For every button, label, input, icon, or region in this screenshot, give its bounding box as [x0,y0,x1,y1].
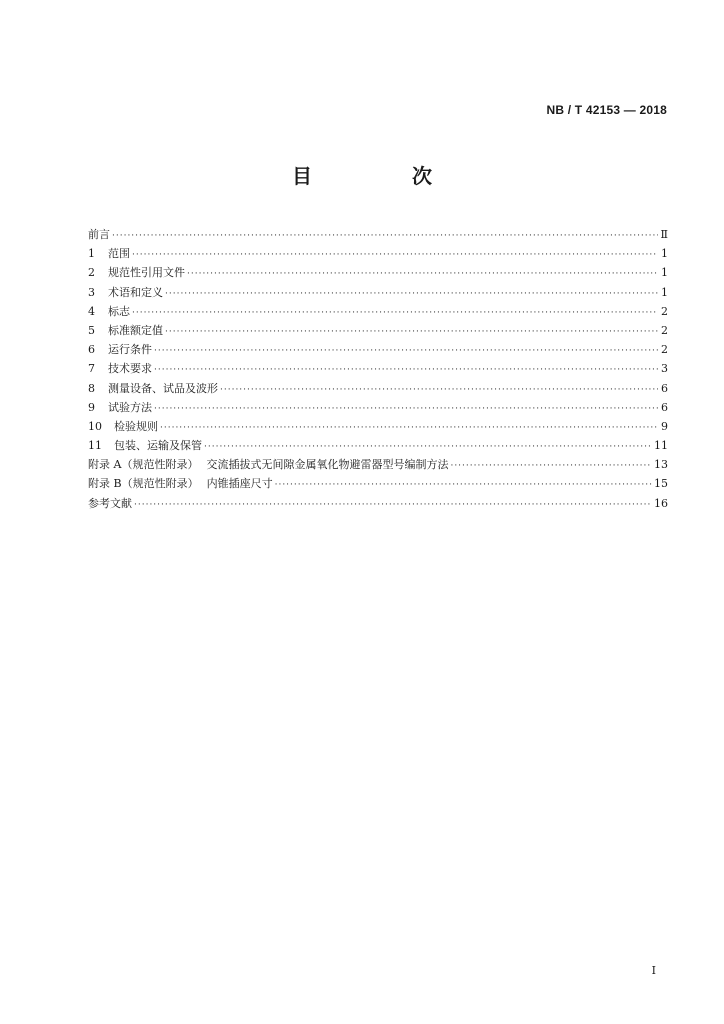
toc-leader-dots [160,419,658,438]
toc-entry-number: 附录 B（规范性附录） [88,477,199,491]
toc-entry-page: 1 [661,247,668,261]
toc-entry-2[interactable] [88,263,668,282]
toc-entry-number: 附录 A（规范性附录） [88,458,199,472]
toc-leader-dots [165,323,658,342]
toc-leader-dots [132,304,658,323]
page-title: 目 次 [292,164,472,188]
toc-entry-label: 检验规则 [114,419,158,433]
toc-entry-number: 11 [88,439,102,453]
page-number: I [651,964,656,977]
toc-entry-page: 6 [661,381,668,395]
toc-leader-dots [165,285,658,304]
table-of-contents [88,225,668,513]
toc-leader-dots [134,496,652,515]
toc-entry-page: 2 [661,343,668,357]
toc-entry-label: 技术要求 [108,362,152,376]
toc-entry-page: Ⅱ [660,228,668,241]
toc-entry-label: 交流插拔式无间隙金属氧化物避雷器型号编制方法 [206,458,449,472]
toc-leader-dots [154,342,658,361]
toc-entry-4[interactable] [88,302,668,321]
toc-entry-appendix-b[interactable] [88,474,668,493]
toc-entry-number: 1 [88,247,95,261]
toc-entry-7[interactable] [88,359,668,378]
toc-entry-page: 11 [654,439,668,453]
toc-entry-page: 16 [654,496,668,510]
toc-entry-5[interactable] [88,321,668,340]
toc-entry-number: 2 [88,266,95,280]
toc-entry-page: 13 [654,458,668,472]
toc-entry-number: 9 [88,400,95,414]
toc-entry-references[interactable] [88,494,668,513]
toc-leader-dots [132,246,658,265]
toc-leader-dots [220,381,658,400]
toc-entry-label: 前言 [88,228,110,241]
toc-entry-number: 5 [88,323,95,337]
toc-entry-label: 术语和定义 [108,285,163,299]
toc-entry-preface[interactable] [88,225,668,244]
toc-entry-label: 标准额定值 [108,323,163,337]
toc-entry-number: 7 [88,362,95,376]
toc-entry-9[interactable] [88,398,668,417]
toc-entry-label: 包装、运输及保管 [114,439,202,453]
toc-leader-dots [187,265,658,284]
toc-entry-6[interactable] [88,340,668,359]
toc-entry-page: 3 [661,362,668,376]
toc-entry-label: 标志 [108,304,130,318]
toc-entry-label: 规范性引用文件 [108,266,185,280]
toc-entry-11[interactable] [88,436,668,455]
toc-entry-label: 参考文献 [88,496,132,510]
toc-leader-dots [450,457,652,476]
toc-leader-dots [275,476,652,495]
toc-entry-number: 3 [88,285,95,299]
toc-leader-dots [154,400,658,419]
toc-entry-number: 6 [88,343,95,357]
toc-entry-label: 内锥插座尺寸 [206,477,273,491]
toc-entry-page: 1 [661,266,668,280]
toc-entry-number: 4 [88,304,95,318]
toc-leader-dots [112,227,658,246]
toc-entry-8[interactable] [88,379,668,398]
toc-entry-label: 运行条件 [108,343,152,357]
toc-entry-page: 2 [661,304,668,318]
toc-entry-page: 2 [661,323,668,337]
toc-entry-page: 6 [661,400,668,414]
toc-entry-label: 范围 [108,247,130,261]
toc-entry-10[interactable] [88,417,668,436]
toc-entry-number: 10 [88,419,102,433]
toc-entry-3[interactable] [88,283,668,302]
toc-entry-number: 8 [88,381,95,395]
toc-entry-appendix-a[interactable] [88,455,668,474]
toc-entry-label: 试验方法 [108,400,152,414]
toc-leader-dots [154,361,658,380]
toc-entry-page: 9 [661,419,668,433]
toc-entry-1[interactable] [88,244,668,263]
toc-entry-label: 测量设备、试品及波形 [108,381,218,395]
toc-entry-page: 15 [654,477,668,491]
toc-entry-page: 1 [661,285,668,299]
standard-code: NB / T 42153 — 2018 [546,103,667,117]
